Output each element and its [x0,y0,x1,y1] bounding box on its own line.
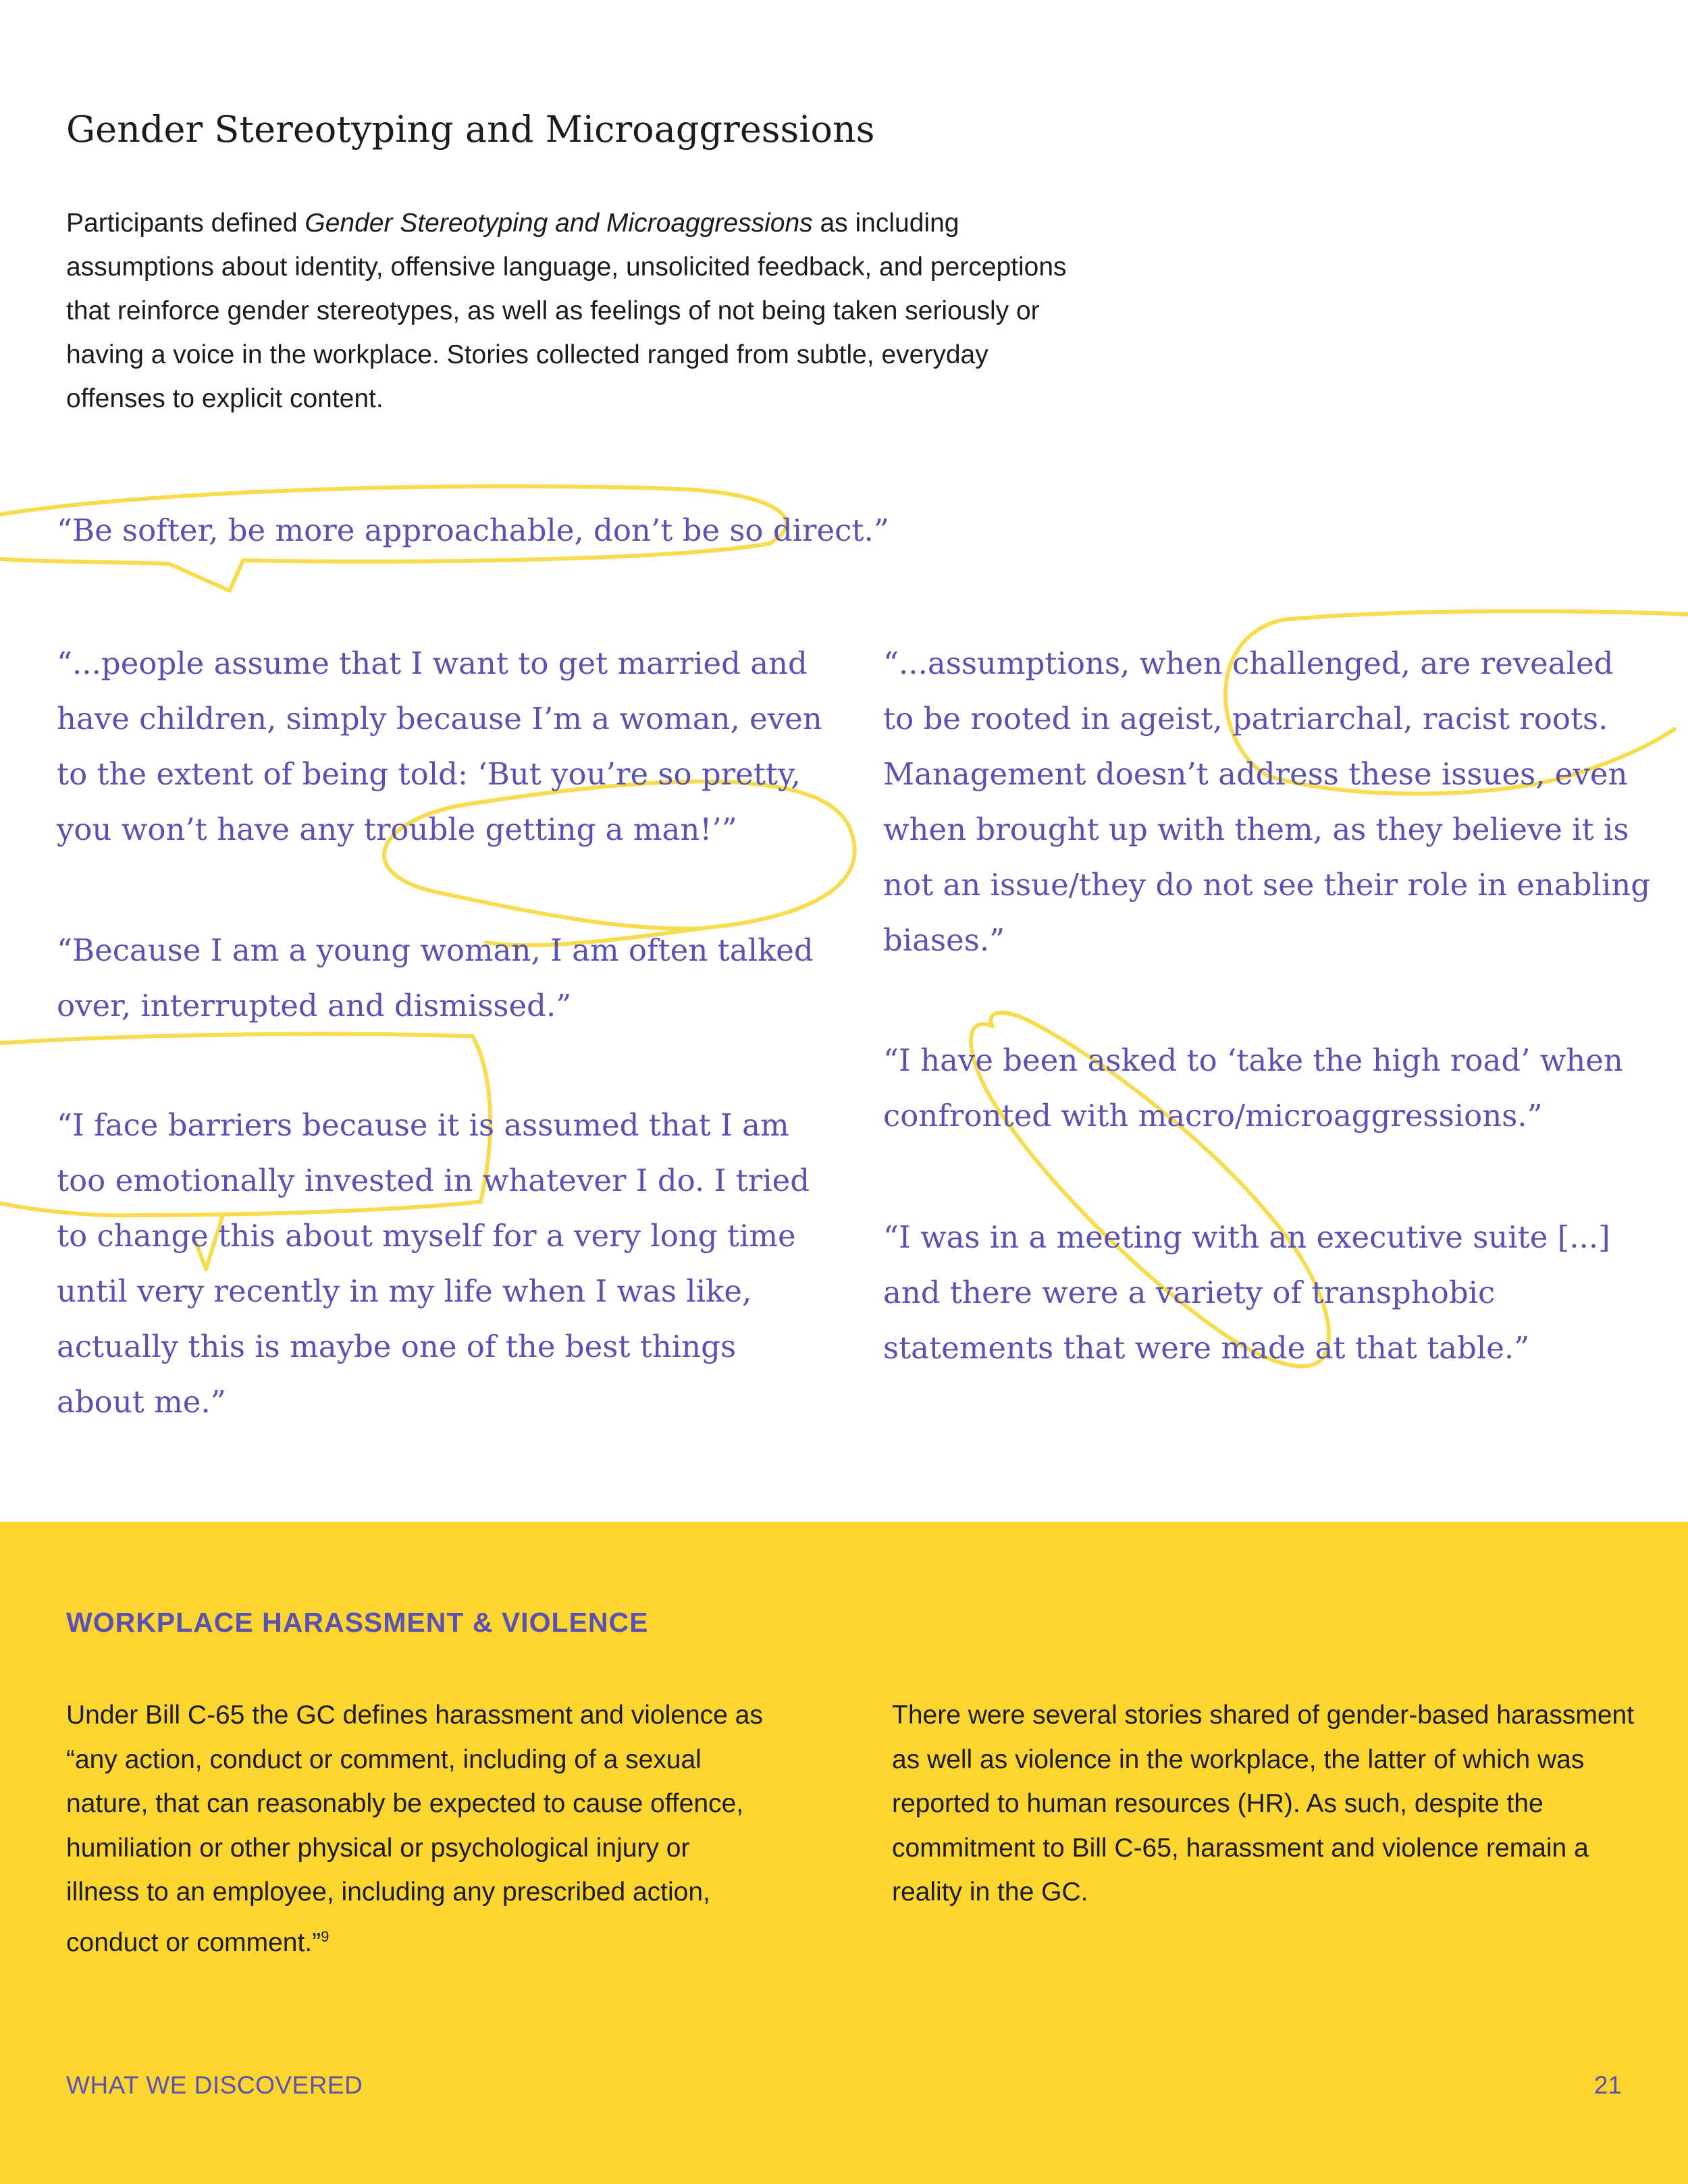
intro-italic-term: Gender Stereotyping and Microaggressions [305,209,813,238]
quote-married-assumption: “...people assume that I want to get married and have children, simply because I’m a woman, even to the extent of being told: ‘But you’re so pretty, you won’t have any trouble getting a man!’” [57,645,822,847]
quote-assumptions-challenged: “...assumptions, when challenged, are revealed to be rooted in ageist, patriarchal, racist roots. Management doesn’t address these issues, even when brought up with them, as they believe it is not an issue/they do not see their role in enabling biases.” [883,645,1651,958]
quote-young-woman: “Because I am a young woman, I am often talked over, interrupted and dismissed.” [57,932,814,1023]
harassment-definition [66,1693,768,1965]
harassment-definition-text: Under Bill C-65 the GC defines harassment and violence as “any action, conduct or comment, including of a sexual nature, that can reasonably be expected to cause offence, humiliation or other physical or psychological injury or illness to an employee, including any prescribed action, conduct or comment.” [66,1701,763,1957]
footnote-marker: 9 [321,1927,329,1945]
page-number: 21 [1593,2071,1622,2099]
footer-section-label: WHAT WE DISCOVERED [66,2071,363,2099]
intro-paragraph [66,201,1092,421]
quote-emotionally-invested: “I face barriers because it is assumed that I am too emotionally invested in whatever I do. I tried to change this about myself for a very long time until very recently in my life when I was like, actually this is maybe one of the best things about me.” [57,1107,810,1420]
intro-prefix: Participants defined [66,209,305,238]
harassment-heading: WORKPLACE HARASSMENT & VIOLENCE [66,1607,649,1638]
quote-high-road: “I have been asked to ‘take the high road’ when confronted with macro/microaggressions.” [883,1042,1623,1134]
harassment-stories: There were several stories shared of gender-based harassment as well as violence in the workplace, the latter of which was reported to human resources (HR). As such, despite the commitment to Bill C-65, harassment and violence remain a reality in the GC. [892,1701,1635,1907]
quote-main: “Be softer, be more approachable, don’t be so direct.” [57,512,889,548]
quote-transphobic-statements: “I was in a meeting with an executive suite [...] and there were a variety of transphobic statements that were made at that table.” [883,1219,1610,1366]
section-title: Gender Stereotyping and Microaggressions [66,108,875,151]
intro-suffix: as including assumptions about identity, offensive language, unsolicited feedback, and perceptions that reinforce gender stereotypes, as well as feelings of not being taken seriously or having a voice in the workplace. Stories collected ranged from subtle, everyday offenses to explicit content. [66,209,1067,413]
